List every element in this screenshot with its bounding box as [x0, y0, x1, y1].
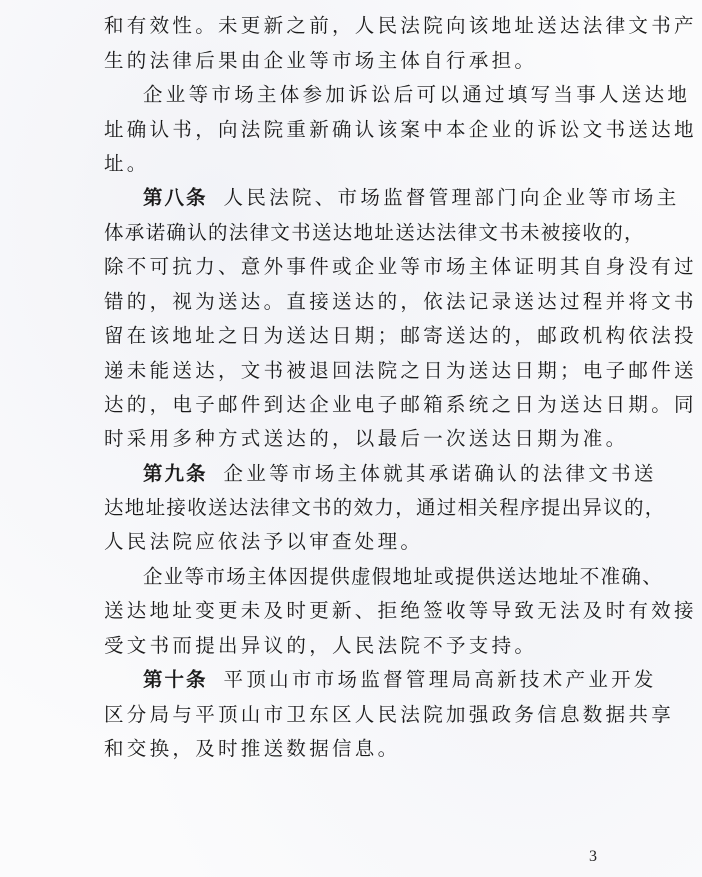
line-text: 企业等市场主体就其承诺确认的法律文书送	[223, 462, 657, 485]
text-line	[0, 701, 702, 729]
line-text: 受文书而提出异议的，人民法院不予支持。	[104, 634, 538, 657]
text-line	[0, 528, 702, 556]
article-8-heading: 第八条	[143, 186, 208, 209]
article-9-heading: 第九条	[143, 462, 208, 485]
line-text: 人民法院应依法予以审查处理。	[104, 530, 424, 553]
line-text: 企业等市场主体参加诉讼后可以通过填写当事人送达地	[143, 83, 691, 106]
text-line	[0, 563, 702, 591]
line-text: 达的，电子邮件到达企业电子邮箱系统之日为送达日期。同	[104, 393, 697, 416]
text-line	[0, 322, 702, 350]
text-line	[0, 735, 702, 763]
text-line	[0, 81, 702, 109]
line-text: 企业等市场主体因提供虚假地址或提供送达地址不准确、	[143, 565, 664, 588]
line-text: 址确认书，向法院重新确认该案中本企业的诉讼文书送达地	[104, 118, 697, 141]
line-text: 和交换，及时推送数据信息。	[104, 737, 401, 760]
line-text: 址。	[104, 152, 150, 175]
line-text: 送达地址变更未及时更新、拒绝签收等导致无法及时有效接	[104, 599, 697, 622]
text-line	[0, 288, 702, 316]
text-line	[0, 12, 702, 40]
text-line	[0, 391, 702, 419]
article-10-heading: 第十条	[143, 668, 208, 691]
line-text: 递未能送达，文书被退回法院之日为送达日期；电子邮件送	[104, 359, 697, 382]
line-text: 区分局与平顶山市卫东区人民法院加强政务信息数据共享	[104, 703, 675, 726]
line-text: 留在该地址之日为送达日期；邮寄送达的，邮政机构依法投	[104, 324, 697, 347]
article-10-line	[0, 666, 702, 694]
article-8-line	[0, 184, 702, 212]
line-text: 错的，视为送达。直接送达的，依法记录送达过程并将文书	[104, 290, 697, 313]
line-text: 和有效性。未更新之前，人民法院向该地址送达法律文书产	[104, 14, 697, 37]
text-line	[0, 47, 702, 75]
text-line	[0, 597, 702, 625]
text-line	[0, 253, 702, 281]
line-text: 平顶山市市场监督管理局高新技术产业开发	[223, 668, 657, 691]
text-line	[0, 494, 702, 522]
text-line	[0, 219, 702, 247]
page-number: 3	[589, 848, 597, 865]
line-text: 除不可抗力、意外事件或企业等市场主体证明其自身没有过	[104, 255, 697, 278]
line-text: 人民法院、市场监督管理部门向企业等市场主	[223, 186, 680, 209]
line-text: 体承诺确认的法律文书送达地址送达法律文书未被接收的，	[104, 221, 645, 244]
line-text: 生的法律后果由企业等市场主体自行承担。	[104, 49, 538, 72]
line-text: 达地址接收送达法律文书的效力，通过相关程序提出异议的，	[104, 496, 666, 519]
text-line	[0, 116, 702, 144]
text-line	[0, 632, 702, 660]
text-line	[0, 357, 702, 385]
article-9-line	[0, 460, 702, 488]
line-text: 时采用多种方式送达的，以最后一次送达日期为准。	[104, 427, 629, 450]
text-line	[0, 425, 702, 453]
text-line	[0, 150, 702, 178]
